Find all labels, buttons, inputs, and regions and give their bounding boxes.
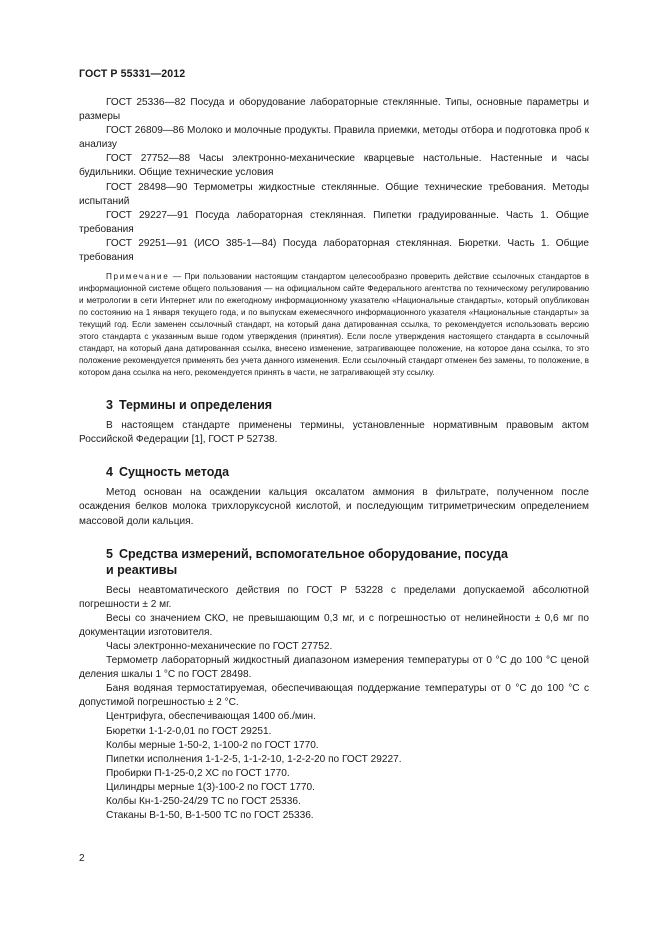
note-paragraph xyxy=(79,271,589,379)
section-number: 5 xyxy=(106,546,113,561)
equipment-item: Бюретки 1-1-2-0,01 по ГОСТ 29251. xyxy=(106,725,272,737)
references-list xyxy=(79,96,589,265)
reference-item: ГОСТ 28498—90 Термометры жидкостные стеклянные. Общие технические требования. Методы испытаний xyxy=(79,181,589,207)
section-equipment xyxy=(79,546,589,824)
section-title-text: Термины и определения xyxy=(118,398,273,413)
section-title-text: Средства измерений, вспомогательное оборудование, посуда xyxy=(118,546,508,561)
reference-item: ГОСТ 25336—82 Посуда и оборудование лабораторные стеклянные. Типы, основные параметры и размеры xyxy=(79,97,589,123)
section-terms xyxy=(79,397,589,447)
equipment-item: Центрифуга, обеспечивающая 1400 об./мин. xyxy=(106,711,316,723)
document-header: ГОСТ Р 55331—2012 xyxy=(79,68,186,80)
reference-item: ГОСТ 27752—88 Часы электронно-механические кварцевые настольные. Настенные и часы будильники. Общие технические условия xyxy=(79,153,589,179)
section-title-text: Сущность метода xyxy=(118,465,230,480)
equipment-item: Колбы Кн-1-250-24/29 ТС по ГОСТ 25336. xyxy=(106,796,301,807)
section-number: 3 xyxy=(106,398,113,413)
equipment-item: Пипетки исполнения 1-1-2-5, 1-1-2-10, 1-2-2-20 по ГОСТ 29227. xyxy=(106,753,402,765)
section-heading xyxy=(79,397,589,413)
reference-item: ГОСТ 29227—91 Посуда лабораторная стеклянная. Пипетки градуированные. Часть 1. Общие требования xyxy=(79,209,589,235)
section-method-essence xyxy=(79,464,589,528)
reference-item: ГОСТ 29251—91 (ИСО 385-1—84) Посуда лабораторная стеклянная. Бюретки. Часть 1. Общие требования xyxy=(79,237,589,264)
equipment-item: Весы со значением СКО, не превышающим 0,3 мг, и с погрешностью от нелинейности ± 0,6 мг по документации изготовителя. xyxy=(79,612,589,638)
note-text: — При пользовании настоящим стандартом целесообразно проверить действие ссылочных стандартов в информационной системе общего пользования — на официальном сайте Федерального агентства по техническому регулированию и метрологии в сети Интернет или по ежегодному информационному указателю «Национальные стандарты», который опубликован по состоянию на 1 января текущего года, и по выпускам ежемесячного информационного указателя «Национальные стандарты» за текущий год. Если заменен ссылочный стандарт, на который дана датированная ссылка, то рекомендуется использовать версию этого стандарта с указанным выше годом утверждения (принятия). Если после утверждения настоящего стандарта в ссылочный стандарт, на который дана датированная ссылка, внесено изменение, затрагивающее положение, на которое дана ссылка, то это положение рекомендуется применять без учета данного изменения. Если ссылочный стандарт отменен без замены, то положение, в котором дана ссылка на него, рекомендуется принять в части, не затрагивающей эту ссылку. xyxy=(79,272,589,378)
section-body: Метод основан на осаждении кальция оксалатом аммония в фильтрате, полученном после осаждения белков молока трихлоруксусной кислотой, и последующим титриметрическим определением массовой доли кальция. xyxy=(79,487,589,527)
equipment-item: Колбы мерные 1-50-2, 1-100-2 по ГОСТ 1770. xyxy=(106,739,319,751)
equipment-list xyxy=(79,584,589,824)
equipment-item: Цилиндры мерные 1(3)-100-2 по ГОСТ 1770. xyxy=(106,781,315,793)
page-number: 2 xyxy=(79,853,85,864)
reference-item: ГОСТ 26809—86 Молоко и молочные продукты. Правила приемки, методы отбора и подготовка проб к анализу xyxy=(79,125,589,151)
equipment-item: Стаканы В-1-50, В-1-500 ТС по ГОСТ 25336. xyxy=(106,810,314,822)
section-title-text-continued: и реактивы xyxy=(106,562,178,577)
section-heading xyxy=(79,546,589,578)
note-label: Примечание xyxy=(106,272,170,282)
section-number: 4 xyxy=(106,465,113,480)
section-body: В настоящем стандарте применены термины, установленные нормативным правовым актом Российской Федерации [1], ГОСТ Р 52738. xyxy=(79,420,589,446)
section-heading xyxy=(79,464,589,480)
equipment-item: Термометр лабораторный жидкостный диапазоном измерения температуры от 0 °С до 100 °С ценой деления шкалы 1 °С по ГОСТ 28498. xyxy=(79,655,589,681)
equipment-item: Весы неавтоматического действия по ГОСТ Р 53228 с пределами допускаемой абсолютной погрешности ± 2 мг. xyxy=(79,584,589,610)
equipment-item: Часы электронно-механические по ГОСТ 27752. xyxy=(106,640,333,652)
equipment-item: Баня водяная термостатируемая, обеспечивающая поддержание температуры от 0 °С до 100 °С с допустимой погрешностью ± 2 °С. xyxy=(79,683,589,709)
page-content xyxy=(79,96,589,823)
equipment-item: Пробирки П-1-25-0,2 ХС по ГОСТ 1770. xyxy=(106,767,290,779)
